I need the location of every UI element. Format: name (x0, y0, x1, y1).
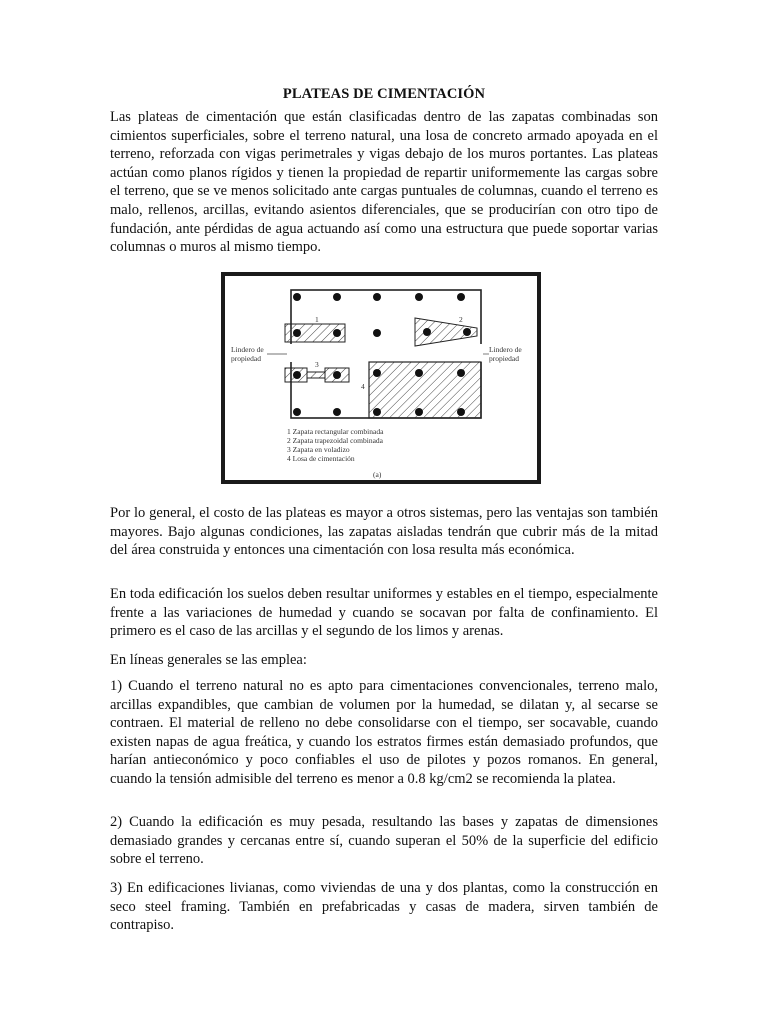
paragraph-cost: Por lo general, el costo de las plateas es mayor a otros sistemas, pero las ventajas son también mayores. Bajo algunas condiciones, las zapatas aisladas tendrán que cubrir más de la mitad del área construida y entonces una cimentación con losa resulta más económica. (110, 505, 658, 559)
legend-item-1: 1 Zapata rectangular combinada (287, 427, 384, 436)
paragraph-intro: Las plateas de cimentación que están clasificadas dentro de las zapatas combinadas son cimientos superficiales, sobre el terreno natural, una losa de concreto armado apoyada en el terreno, reforzada con vigas perimetrales y vigas debajo de los muros portantes. Las plateas actúan como planos rígidos y tienen la propiedad de repartir uniformemente las cargas sobre el terreno, que se ve menos solicitado ante cargas puntuales de columnas, cuando el terreno es malo, rellenos, arcillas, evitando asientos diferenciales, que se producirían con otro tipo de fundación, ante pérdidas de agua actuando así como una estructura que puede soportar varias columnas o muros al mismo tiempo. (110, 109, 658, 256)
paragraph-uses-heading: En líneas generales se las emplea: (110, 652, 307, 668)
legend-item-4: 4 Losa de cimentación (287, 454, 355, 463)
paragraph-use-2: 2) Cuando la edificación es muy pesada, resultando las bases y zapatas de dimensiones demasiado grandes y cercanas entre sí, cuando superan el 50% de la superficie del edificio sobre el terreno. (110, 814, 658, 868)
figure-caption: (a) (373, 470, 382, 479)
left-property-label-2: propiedad (231, 354, 261, 363)
footing-number-4: 4 (361, 382, 365, 391)
right-property-label-2: propiedad (489, 354, 519, 363)
footing-number-2: 2 (459, 315, 463, 324)
legend-item-3: 3 Zapata en voladizo (287, 445, 350, 454)
paragraph-use-1: 1) Cuando el terreno natural no es apto para cimentaciones convencionales, terreno malo, arcillas expandibles, que cambian de volumen por la humedad, se dilatan y, al secarse se contraen. El material de relleno no debe consolidarse con el tiempo, ser socavable, cuando existen napas de agua freática, y cuando los estratos firmes están demasiado profundos, que harían antieconómico y poco confiables el uso de pilotes y pozos romanos. En general, cuando la tensión admisible del terreno es menor a 0.8 kg/cm2 se recomienda la platea. (110, 678, 658, 787)
footing-number-3: 3 (315, 360, 319, 369)
paragraph-soils: En toda edificación los suelos deben resultar uniformes y estables en el tiempo, especialmente frente a las variaciones de humedad y cuando se socavan por falta de confinamiento. El primero es el caso de las arcillas y el segundo de los limos y arenas. (110, 586, 658, 640)
left-property-label-1: Lindero de (231, 345, 264, 354)
foundation-diagram-figure (221, 272, 541, 484)
mat-foundation-slab (369, 362, 481, 418)
footing-number-1: 1 (315, 315, 319, 324)
foundation-diagram (221, 272, 541, 484)
legend-item-2: 2 Zapata trapezoidal combinada (287, 436, 383, 445)
paragraph-use-3: 3) En edificaciones livianas, como viviendas de una y dos plantas, como la construcción en seco steel framing. También en prefabricadas y casas de madera, sirven también de contrapiso. (110, 880, 658, 934)
right-property-label-1: Lindero de (489, 345, 522, 354)
document-title: PLATEAS DE CIMENTACIÓN (282, 86, 486, 102)
